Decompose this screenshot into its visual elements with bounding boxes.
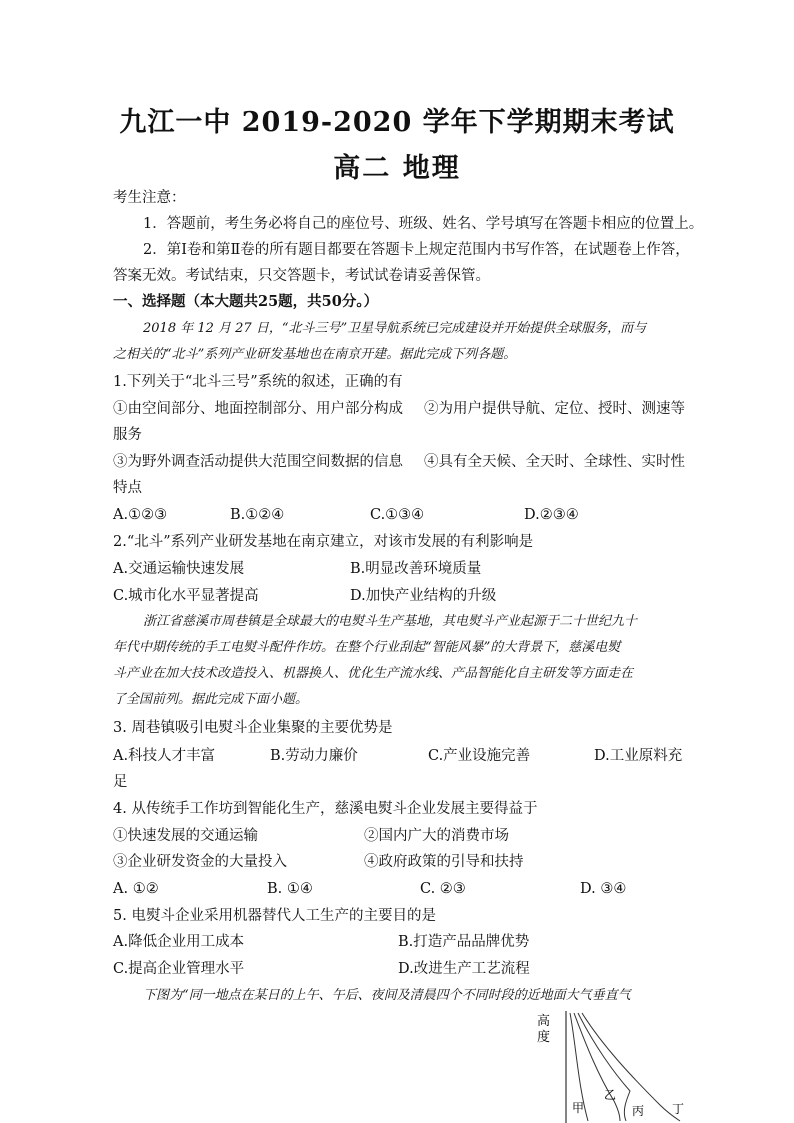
question-2-option-a: A.交通运输快速发展 <box>113 561 245 577</box>
question-5-option-a: A.降低企业用工成本 <box>113 934 245 950</box>
question-1-option-a: A.①②③ <box>113 507 168 523</box>
question-1-statement-4-cont: 特点 <box>113 480 142 496</box>
notice-item-2-line-1: 2．第Ⅰ卷和第Ⅱ卷的所有题目都要在答题卡上规定范围内书写作答，在试题卷上作答， <box>143 242 690 258</box>
passage-2-line-3: 斗产业在加大技术改造投入、机器换人、优化生产流水线、产品智能化自主研发等方面走在 <box>113 666 634 681</box>
question-1-option-d: D.②③④ <box>524 507 579 523</box>
question-3-option-b: B.劳动力廉价 <box>270 748 358 764</box>
question-1-statement-3: ③为野外调查活动提供大范围空间数据的信息 <box>113 454 403 470</box>
section-title: 一、选择题（本大题共25题，共50分。） <box>113 293 379 310</box>
question-4-option-b: B. ①④ <box>267 881 313 897</box>
question-4-stem: 4. 从传统手工作坊到智能化生产，慈溪电熨斗企业发展主要得益于 <box>113 801 538 817</box>
notice-heading: 考生注意： <box>113 190 186 206</box>
question-3-option-d: D.工业原料充 <box>594 748 683 764</box>
question-2-option-b: B.明显改善环境质量 <box>350 561 482 577</box>
figure-label-ding: 丁 <box>672 1102 685 1116</box>
question-5-option-d: D.改进生产工艺流程 <box>398 961 530 977</box>
passage-2-line-4: 了全国前列。据此完成下面小题。 <box>113 692 309 707</box>
question-4-option-c: C. ②③ <box>420 881 466 897</box>
figure-curve-bing <box>578 1013 630 1121</box>
passage-3-line-1: 下图为“同一地点在某日的上午、午后、夜间及清晨四个不同时段的近地面大气垂直气 <box>143 988 631 1003</box>
passage-1-line-1: 2018 年 12 月 27 日，“北斗三号”卫星导航系统已完成建设并开始提供全球服务，而与 <box>143 321 647 336</box>
question-3-option-d-cont: 足 <box>113 774 128 790</box>
temperature-profile-figure <box>530 1005 694 1123</box>
question-5-option-c: C.提高企业管理水平 <box>113 961 245 977</box>
figure-label-yi: 乙 <box>604 1088 617 1102</box>
question-5-option-b: B.打造产品品牌优势 <box>398 934 530 950</box>
question-4-option-d: D. ③④ <box>580 881 627 897</box>
question-3-option-c: C.产业设施完善 <box>428 748 531 764</box>
question-1-stem: 1.下列关于“北斗三号”系统的叙述，正确的有 <box>113 374 403 390</box>
exam-subtitle: 高二 地理 <box>333 153 461 184</box>
question-2-option-c: C.城市化水平显著提高 <box>113 588 259 604</box>
figure-label-jia: 甲 <box>572 1101 585 1115</box>
question-1-option-b: B.①②④ <box>230 507 285 523</box>
question-3-stem: 3. 周巷镇吸引电熨斗企业集聚的主要优势是 <box>113 720 393 736</box>
question-1-statement-4: ④具有全天候、全天时、全球性、实时性 <box>424 454 685 470</box>
question-1-statement-2-cont: 服务 <box>113 427 142 443</box>
notice-item-2-line-2: 答案无效。考试结束，只交答题卡，考试试卷请妥善保管。 <box>113 268 490 284</box>
question-3-option-a: A.科技人才丰富 <box>113 748 216 764</box>
question-4-statement-2: ②国内广大的消费市场 <box>364 828 509 844</box>
passage-2-line-2: 年代中期传统的手工电熨斗配件作坊。在整个行业刮起“智能风暴”的大背景下，慈溪电熨 <box>113 640 621 655</box>
passage-2-line-1: 浙江省慈溪市周巷镇是全球最大的电熨斗生产基地，其电熨斗产业起源于二十世纪九十 <box>143 614 638 629</box>
question-2-stem: 2.“北斗”系列产业研发基地在南京建立，对该市发展的有利影响是 <box>113 534 534 550</box>
figure-ylabel-char-1: 高 <box>537 1014 551 1029</box>
exam-title: 九江一中 2019-2020 学年下学期期末考试 <box>119 107 675 138</box>
figure-label-bing: 丙 <box>632 1104 645 1118</box>
question-4-statement-3: ③企业研发资金的大量投入 <box>113 854 287 870</box>
question-4-statement-4: ④政府政策的引导和扶持 <box>364 854 524 870</box>
question-1-statement-2: ②为用户提供导航、定位、授时、测速等 <box>424 401 685 417</box>
question-1-statement-1: ①由空间部分、地面控制部分、用户部分构成 <box>113 401 403 417</box>
question-5-stem: 5. 电熨斗企业采用机器替代人工生产的主要目的是 <box>113 908 436 924</box>
question-2-option-d: D.加快产业结构的升级 <box>350 588 497 604</box>
notice-item-1: 1．答题前，考生务必将自己的座位号、班级、姓名、学号填写在答题卡相应的位置上。 <box>143 216 704 232</box>
question-1-option-c: C.①③④ <box>370 507 425 523</box>
question-4-statement-1: ①快速发展的交通运输 <box>113 828 258 844</box>
figure-ylabel-char-2: 度 <box>537 1030 551 1045</box>
passage-1-line-2: 之相关的“北斗”系列产业研发基地也在南京开建。据此完成下列各题。 <box>113 347 517 362</box>
question-4-option-a: A. ①② <box>113 881 159 897</box>
